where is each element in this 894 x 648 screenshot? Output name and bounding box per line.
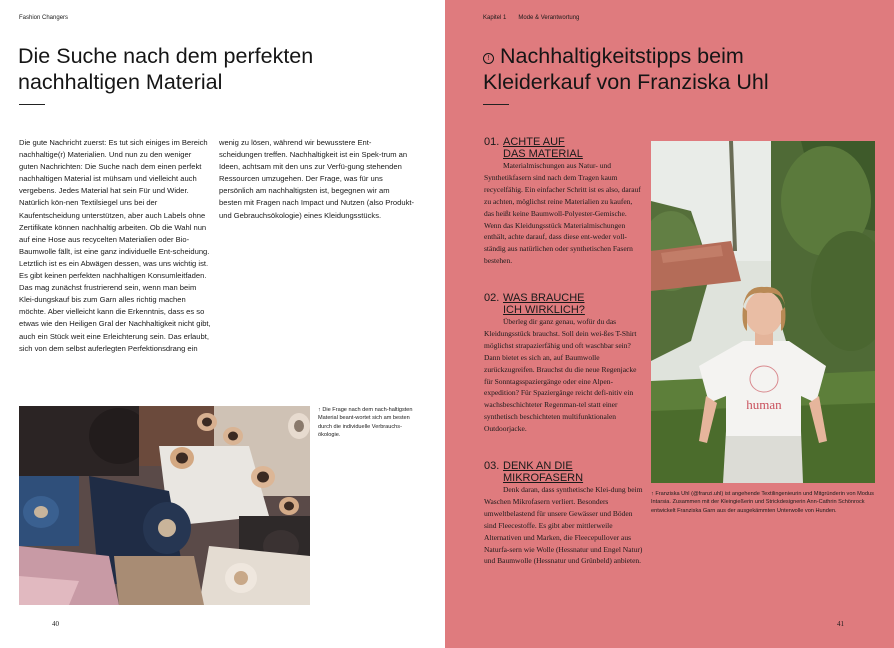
title-rule xyxy=(19,104,45,105)
page-number: 41 xyxy=(837,620,844,628)
tip-heading xyxy=(484,461,644,484)
running-head-chapter xyxy=(483,15,579,21)
body-column-1: Die gute Nachricht zuerst: Es tut sich einiges im Bereich nachhaltige(r) Materialien. Und nun zu den weniger guten Nachrichten: Die Suche nach dem einen perfekt nachhaltigen Material ist mühsam und vielleicht auch vergebens. Jedes Material hat sein Für und Wider. Natürlich kön-nen Textilsiegel uns bei der Kaufentscheidung unterstützen, aber auch Labels ohne Zertifikate können nachhaltig arbeiten. Ob die Wahl nun auf eine Hose aus recycelten Materialien oder Bio-Baumwolle fällt, ist eine ganz individuelle Ent-scheidung. Letztlich ist es ein Abwägen dessen, was uns wichtig ist. Es gibt keinen perfekten nachhaltigen Konsumleitfaden. Das mag zunächst frustrierend sein, wenn man beim Klei-dungskauf bis zum Garn alles richtig machen möchte. Aber vielleicht kann die Erkenntnis, dass es so etwas wie den Heiligen Gral der Nachhaltigkeit nicht gibt, auch ein Stück weit eine Erleichterung sein. Das erlaubt, sich von dem selbst auferlegten Perfektionsdrang ein xyxy=(19,138,211,353)
tip-body: Überleg dir ganz genau, wofür du das Kleidungsstück brauchst. Soll dein wei-ßes T-Shirt möglichst strapazierfähig und oft waschbar sein? Dann bietet es sich an, auf Baumwolle zurückzugreifen. Brauchst du die neue Regenjacke für Sonntagsspaziergänge oder eine Alpen-expedition? Für Spaziergänge reicht defi-nitiv ein wachsbeschichteter Regenman-tel statt einer synthetisch beschichteten multifunktionalen Outdoorjacke. xyxy=(484,317,637,434)
section-label: Mode & Verantwortung xyxy=(518,15,580,21)
fabric-rolls-photo xyxy=(19,406,310,605)
tip-3 xyxy=(484,461,644,567)
page-title-text: Nachhaltigkeitstipps beim Kleiderkauf von Franziska Uhl xyxy=(483,44,769,94)
portrait-photo xyxy=(651,141,875,483)
chapter-label: Kapitel 1 xyxy=(483,15,507,21)
tip-number: 01. xyxy=(484,136,500,148)
tip-heading xyxy=(484,137,644,160)
tip-body: Materialmischungen aus Natur- und Synthetikfasern sind nach dem Tragen kaum recycelfähig. Ein einfacher Schritt ist es also, darauf zu achten, möglichst reine Materialien zu kaufen, das heißt keine Baumwoll-Polyester-Gemische. Wenn das Kleidungsstück Materialmischungen enthält, achte darauf, dass diese ent-weder voll-ständig aus natürlichen oder synthetischen Fasern bestehen. xyxy=(484,161,641,266)
page-number: 40 xyxy=(52,620,59,628)
tip-1 xyxy=(484,137,644,267)
tip-title: DENK AN DIE MIKROFASERN xyxy=(503,460,584,484)
exclamation-icon: ! xyxy=(483,53,494,64)
tip-title: ACHTE AUF DAS MATERIAL xyxy=(503,136,583,160)
tip-title: WAS BRAUCHE ICH WIRKLICH? xyxy=(503,292,585,316)
photo-caption: ↑ Die Frage nach dem nach-haltigsten Material beant-wortet sich am besten durch die individuelle Verbrauchs-ökologie. xyxy=(318,407,413,439)
page-title: Die Suche nach dem perfekten nachhaltigen Material xyxy=(18,44,314,94)
tip-number: 02. xyxy=(484,292,500,304)
portrait-caption: ↑ Franziska Uhl (@franzi.uhl) ist angehende Textilingenieurin und Mitgründerin von Modus Intarsia. Zusammen mit der Kleingießerin und Strickdesignerin Ann-Cathrin Schönrock entwickelt Franziska Garn aus der ausgekämmten Unterwolle von Hunden. xyxy=(651,491,874,514)
right-page xyxy=(445,0,894,648)
tip-number: 03. xyxy=(484,460,500,472)
tip-2 xyxy=(484,293,644,435)
left-page xyxy=(0,0,445,648)
body-column-2: wenig zu lösen, während wir bewusstere Ent-scheidungen treffen. Nachhaltigkeit ist ein Spek-trum an Ideen, achtsam mit den uns zur Verfü-gung stehenden Ressourcen umzugehen. Der Frage, was für uns persönlich am nachhaltigsten ist, begegnen wir am besten mit Fragen nach Impact und Nutzen (also Produkt- und Gebrauchsökologie) eines Kleidungsstücks. xyxy=(219,138,415,220)
shirt-print-text: human xyxy=(746,397,782,412)
tip-body: Denk daran, dass synthetische Klei-dung beim Waschen Mikrofasern verliert. Besonders umweltbelastend für unsere Gewässer und Böden sind Fleecestoffe. Es gibt aber mittlerweile Alternativen und Marken, die Fleecepullover aus Naturfa-sern wie Wolle (Hessnatur und Engel Natur) und Baumwolle (Hessnatur und Grünbeld) anbieten. xyxy=(484,485,643,566)
page-title xyxy=(483,43,813,95)
title-rule xyxy=(483,104,509,105)
tip-heading xyxy=(484,293,644,316)
running-head: Fashion Changers xyxy=(19,15,69,21)
